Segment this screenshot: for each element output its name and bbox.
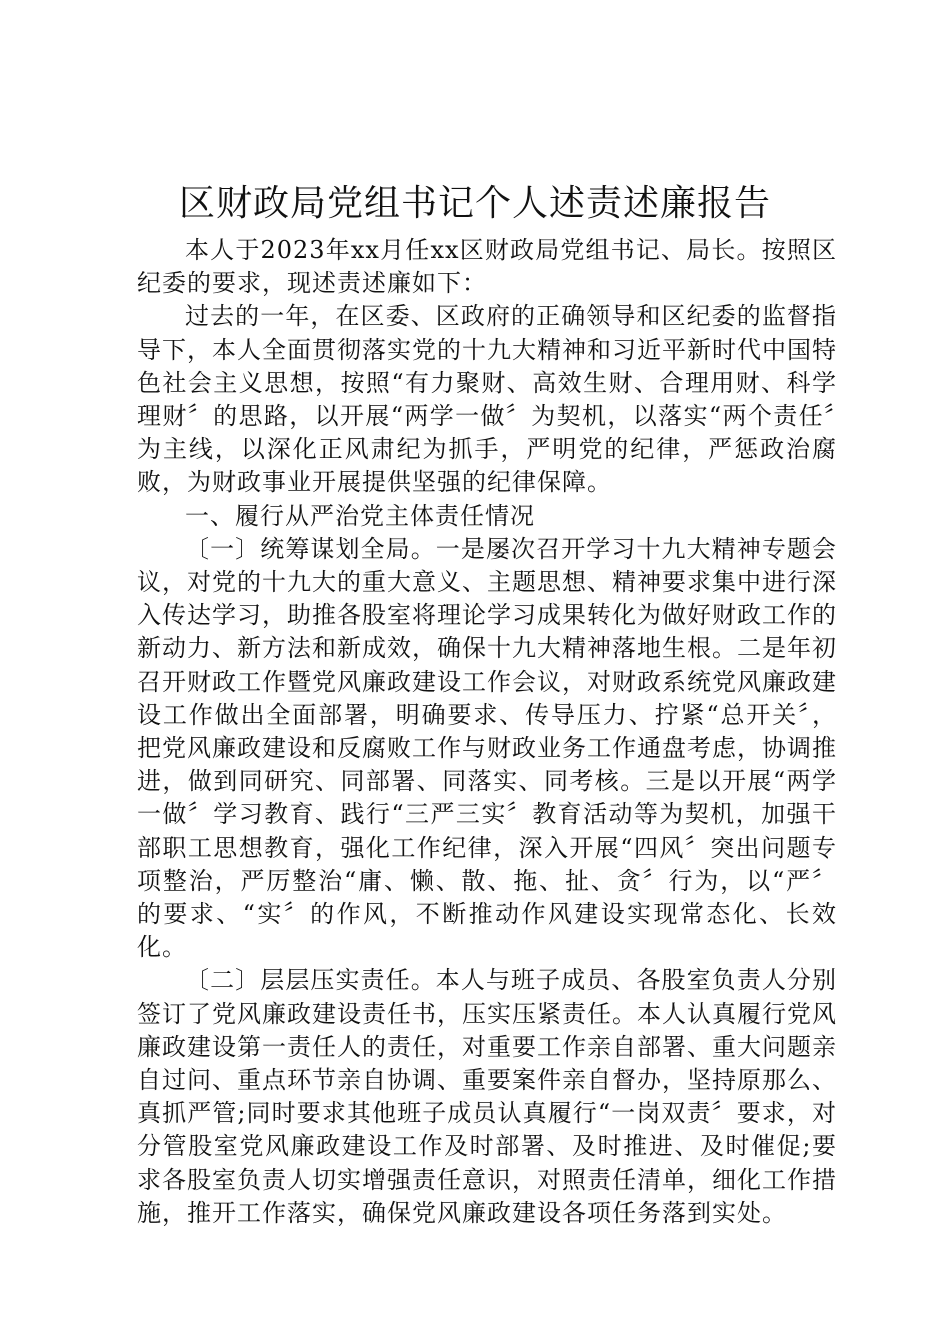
paragraph-item-1: 〔一〕统筹谋划全局。一是屡次召开学习十九大精神专题会议，对党的十九大的重大意义、主题思想、精神要求集中进行深入传达学习，助推各股室将理论学习成果转化为做好财政工作的新动力、新方法和新成效，确保十九大精神落地生根。二是年初召开财政工作暨党风廉政建设工作会议，对财政系统党风廉政建设工作做出全面部署，明确要求、传导压力、拧紧“总开关〞，把党风廉政建设和反腐败工作与财政业务工作通盘考虑，协调推进，做到同研究、同部署、同落实、同考核。三是以开展“两学一做〞学习教育、践行“三严三实〞教育活动等为契机，加强干部职工思想教育，强化工作纪律，深入开展“四风〞突出问题专项整治，严厉整治“庸、懒、散、拖、扯、贪〞行为，以“严〞的要求、“实〞的作风，不断推动作风建设实现常态化、长效化。 [137, 534, 837, 962]
document-title: 区财政局党组书记个人述责述廉报告 [178, 183, 771, 224]
paragraph-overview: 过去的一年，在区委、区政府的正确领导和区纪委的监督指导下，本人全面贯彻落实党的十九大精神和习近平新时代中国特色社会主义思想，按照“有力聚财、高效生财、合理用财、科学理财〞的思路，以开展“两学一做〞为契机，以落实“两个责任〞为主线，以深化正风肃纪为抓手，严明党的纪律，严惩政治腐败，为财政事业开展提供坚强的纪律保障。 [137, 302, 837, 497]
paragraph-item-2: 〔二〕层层压实责任。本人与班子成员、各股室负责人分别签订了党风廉政建设责任书，压实压紧责任。本人认真履行党风廉政建设第一责任人的责任，对重要工作亲自部署、重大问题亲自过问、重点环节亲自协调、重要案件亲自督办，坚持原那么、真抓严管;同时要求其他班子成员认真履行“一岗双责〞要求，对分管股室党风廉政建设工作及时部署、及时推进、及时催促;要求各股室负责人切实增强责任意识，对照责任清单，细化工作措施，推开工作落实，确保党风廉政建设各项任务落到实处。 [137, 966, 837, 1227]
section-heading: 一、履行从严治党主体责任情况 [185, 501, 535, 530]
paragraph-intro: 本人于2023年xx月任xx区财政局党组书记、局长。按照区纪委的要求，现述责述廉如下： [137, 236, 837, 298]
document-body [137, 234, 837, 1230]
